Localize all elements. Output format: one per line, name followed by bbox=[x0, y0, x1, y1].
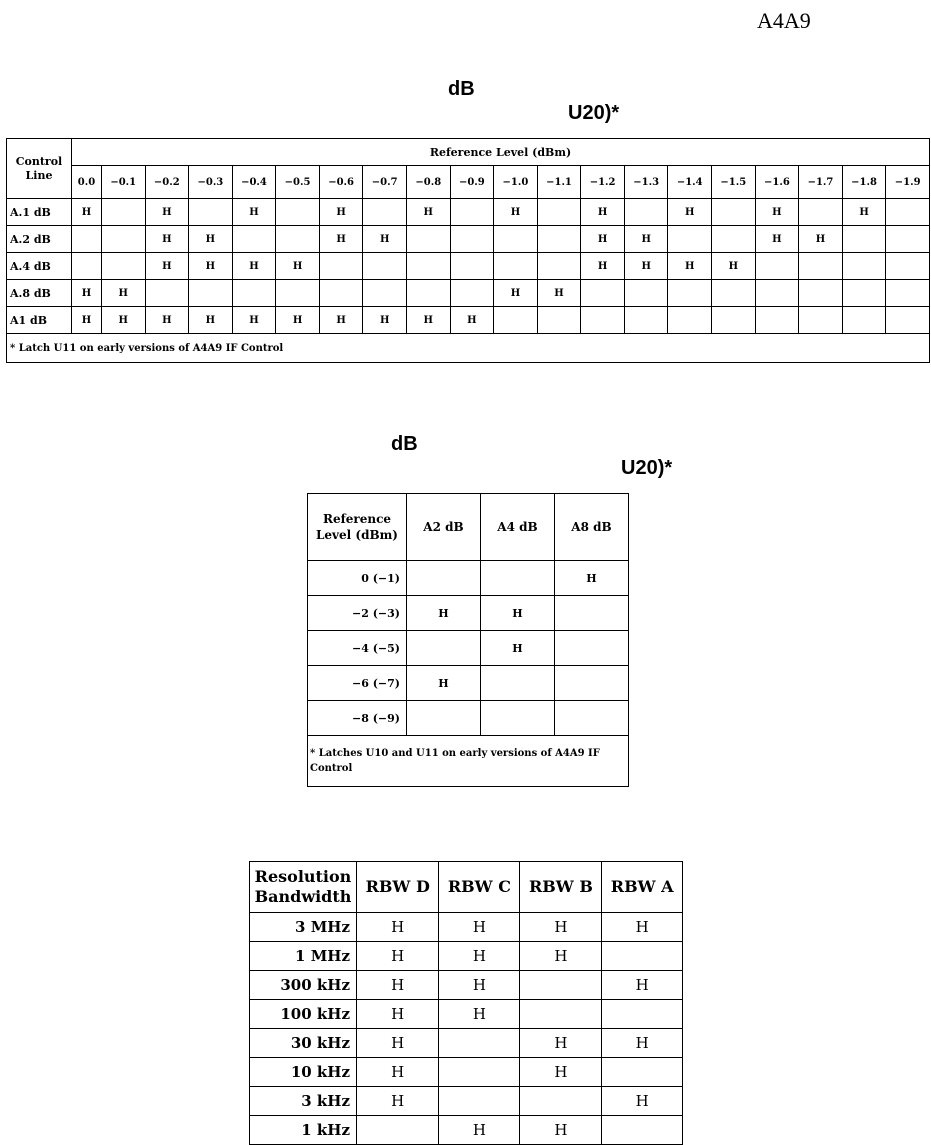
reference-level-label: −8 (−9) bbox=[308, 701, 407, 736]
table-cell bbox=[450, 226, 494, 253]
table-cell: H bbox=[189, 307, 233, 334]
table-row bbox=[308, 561, 629, 596]
table-cell: H bbox=[624, 253, 668, 280]
table-cell bbox=[799, 199, 843, 226]
reference-level-label: −6 (−7) bbox=[308, 666, 407, 701]
table-cell bbox=[886, 307, 930, 334]
table-cell: H bbox=[319, 226, 363, 253]
table-row bbox=[308, 631, 629, 666]
table-cell bbox=[363, 280, 407, 307]
bandwidth-label: 300 kHz bbox=[250, 971, 357, 1000]
table-cell bbox=[520, 971, 602, 1000]
table-cell bbox=[886, 226, 930, 253]
reference-level-column-header: −1.6 bbox=[755, 166, 799, 199]
table3-header-row bbox=[250, 862, 683, 913]
table-cell bbox=[494, 307, 538, 334]
table-row bbox=[7, 280, 930, 307]
reference-level-column-header: −0.1 bbox=[101, 166, 145, 199]
table-cell: H bbox=[480, 631, 554, 666]
table-cell: H bbox=[357, 1029, 439, 1058]
table-cell: H bbox=[276, 307, 320, 334]
table-cell: H bbox=[101, 280, 145, 307]
column-header: Reference Level (dBm) bbox=[308, 494, 407, 561]
table-cell: H bbox=[602, 913, 683, 942]
table-row bbox=[308, 701, 629, 736]
table-cell: H bbox=[581, 253, 625, 280]
reference-level-column-header: −0.8 bbox=[406, 166, 450, 199]
table-cell bbox=[712, 199, 756, 226]
table-cell: H bbox=[554, 561, 628, 596]
table-row bbox=[250, 1087, 683, 1116]
table-cell bbox=[101, 199, 145, 226]
table-cell: H bbox=[101, 307, 145, 334]
reference-level-column-header: −1.2 bbox=[581, 166, 625, 199]
table-cell bbox=[407, 561, 481, 596]
table-cell bbox=[72, 253, 102, 280]
reference-level-column-header: −1.3 bbox=[624, 166, 668, 199]
table-cell bbox=[886, 280, 930, 307]
reference-level-table bbox=[6, 138, 930, 363]
table-cell: H bbox=[407, 666, 481, 701]
table-row bbox=[7, 199, 930, 226]
table-cell: H bbox=[439, 913, 520, 942]
table-cell bbox=[520, 1000, 602, 1029]
control-line-label: A.8 dB bbox=[7, 280, 72, 307]
table-cell bbox=[602, 942, 683, 971]
column-header: A8 dB bbox=[554, 494, 628, 561]
table-row bbox=[7, 307, 930, 334]
reference-level-column-header: −0.5 bbox=[276, 166, 320, 199]
table-row bbox=[308, 596, 629, 631]
table-cell bbox=[624, 199, 668, 226]
table-cell bbox=[450, 280, 494, 307]
table-cell: H bbox=[439, 1000, 520, 1029]
table-cell: H bbox=[602, 1029, 683, 1058]
table-cell: H bbox=[602, 1087, 683, 1116]
table-cell bbox=[886, 253, 930, 280]
table-cell bbox=[537, 307, 581, 334]
table-cell bbox=[480, 701, 554, 736]
table-cell bbox=[755, 307, 799, 334]
table-cell: H bbox=[189, 253, 233, 280]
column-header: RBW D bbox=[357, 862, 439, 913]
table-cell: H bbox=[450, 307, 494, 334]
table2-title-fragment-b: U20)* bbox=[621, 457, 673, 479]
column-header: A4 dB bbox=[480, 494, 554, 561]
table-cell: H bbox=[145, 253, 189, 280]
table-cell: H bbox=[520, 1029, 602, 1058]
table-cell: H bbox=[319, 199, 363, 226]
coarse-reference-level-table bbox=[307, 493, 629, 787]
table-cell bbox=[602, 1000, 683, 1029]
column-header: RBW A bbox=[602, 862, 683, 913]
table-cell: H bbox=[520, 1116, 602, 1145]
table-cell: H bbox=[407, 596, 481, 631]
table-cell bbox=[189, 199, 233, 226]
reference-level-column-header: −0.2 bbox=[145, 166, 189, 199]
table-cell: H bbox=[145, 199, 189, 226]
table-cell bbox=[581, 307, 625, 334]
table-cell bbox=[755, 253, 799, 280]
reference-level-column-header: −1.5 bbox=[712, 166, 756, 199]
table-cell bbox=[712, 280, 756, 307]
table-cell bbox=[232, 226, 276, 253]
reference-level-label: 0 (−1) bbox=[308, 561, 407, 596]
table-row bbox=[250, 971, 683, 1000]
table-cell bbox=[842, 226, 886, 253]
table-cell: H bbox=[406, 307, 450, 334]
table-cell bbox=[668, 280, 712, 307]
table-cell bbox=[842, 253, 886, 280]
bandwidth-label: 3 kHz bbox=[250, 1087, 357, 1116]
bandwidth-label: 1 MHz bbox=[250, 942, 357, 971]
reference-level-label: −2 (−3) bbox=[308, 596, 407, 631]
table-cell: H bbox=[520, 913, 602, 942]
table1-title-fragment-b: U20)* bbox=[568, 102, 620, 124]
table-row bbox=[250, 1029, 683, 1058]
reference-level-column-header: −1.8 bbox=[842, 166, 886, 199]
table-cell: H bbox=[357, 1000, 439, 1029]
table-cell: H bbox=[537, 280, 581, 307]
table-cell bbox=[319, 253, 363, 280]
table-cell: H bbox=[799, 226, 843, 253]
table-cell bbox=[624, 307, 668, 334]
table-cell bbox=[363, 253, 407, 280]
table-cell bbox=[624, 280, 668, 307]
table2-header-row bbox=[308, 494, 629, 561]
table-cell: H bbox=[357, 1087, 439, 1116]
column-header: A2 dB bbox=[407, 494, 481, 561]
reference-level-column-header: −0.9 bbox=[450, 166, 494, 199]
table-cell: H bbox=[232, 199, 276, 226]
bandwidth-label: 30 kHz bbox=[250, 1029, 357, 1058]
table-cell bbox=[363, 199, 407, 226]
table-cell bbox=[439, 1029, 520, 1058]
table-cell: H bbox=[72, 199, 102, 226]
table-cell bbox=[276, 280, 320, 307]
table-cell bbox=[602, 1058, 683, 1087]
reference-level-column-header: −1.4 bbox=[668, 166, 712, 199]
reference-level-column-header: 0.0 bbox=[72, 166, 102, 199]
table-cell: H bbox=[357, 942, 439, 971]
table-cell: H bbox=[232, 307, 276, 334]
table-cell bbox=[406, 280, 450, 307]
reference-level-column-header: −1.9 bbox=[886, 166, 930, 199]
table-cell: H bbox=[494, 280, 538, 307]
reference-level-columns bbox=[7, 166, 930, 199]
table-cell bbox=[755, 280, 799, 307]
reference-level-column-header: −1.7 bbox=[799, 166, 843, 199]
table-cell bbox=[581, 280, 625, 307]
table2-title-fragment-a: dB bbox=[391, 433, 418, 455]
table-cell bbox=[799, 253, 843, 280]
reference-level-column-header: −0.7 bbox=[363, 166, 407, 199]
table-cell: H bbox=[145, 226, 189, 253]
reference-level-column-header: −0.4 bbox=[232, 166, 276, 199]
table-cell: H bbox=[480, 596, 554, 631]
table-cell: H bbox=[602, 971, 683, 1000]
control-line-label: A.1 dB bbox=[7, 199, 72, 226]
table-cell bbox=[276, 226, 320, 253]
table-cell bbox=[712, 307, 756, 334]
table-cell: H bbox=[439, 971, 520, 1000]
control-line-header: Control Line bbox=[7, 139, 72, 199]
table-cell bbox=[407, 701, 481, 736]
table-cell: H bbox=[755, 199, 799, 226]
table-cell bbox=[537, 253, 581, 280]
table-cell: H bbox=[357, 971, 439, 1000]
table-cell bbox=[480, 561, 554, 596]
table-cell: H bbox=[842, 199, 886, 226]
table-row bbox=[7, 226, 930, 253]
column-header: RBW B bbox=[520, 862, 602, 913]
reference-level-column-header: −1.1 bbox=[537, 166, 581, 199]
table-cell: H bbox=[363, 307, 407, 334]
resolution-bandwidth-table bbox=[249, 861, 683, 1145]
table-cell bbox=[480, 666, 554, 701]
table1-title-fragment-a: dB bbox=[448, 78, 475, 100]
table-cell bbox=[554, 666, 628, 701]
bandwidth-label: 100 kHz bbox=[250, 1000, 357, 1029]
reference-level-column-header: −0.6 bbox=[319, 166, 363, 199]
table-cell bbox=[554, 631, 628, 666]
table-cell bbox=[537, 226, 581, 253]
table-cell: H bbox=[494, 199, 538, 226]
table-cell bbox=[439, 1058, 520, 1087]
table-cell: H bbox=[232, 253, 276, 280]
table-cell bbox=[668, 307, 712, 334]
table-cell: H bbox=[668, 253, 712, 280]
table-cell bbox=[450, 253, 494, 280]
table-cell: H bbox=[189, 226, 233, 253]
table-cell bbox=[799, 307, 843, 334]
table-cell: H bbox=[624, 226, 668, 253]
control-line-label: A.2 dB bbox=[7, 226, 72, 253]
column-header: RBW C bbox=[439, 862, 520, 913]
reference-level-header: Reference Level (dBm) bbox=[72, 139, 930, 166]
table-cell: H bbox=[145, 307, 189, 334]
table-cell: H bbox=[72, 307, 102, 334]
control-line-label: A.4 dB bbox=[7, 253, 72, 280]
table-row bbox=[308, 666, 629, 701]
bandwidth-label: 3 MHz bbox=[250, 913, 357, 942]
table-cell: H bbox=[439, 942, 520, 971]
table-cell bbox=[554, 701, 628, 736]
table-cell bbox=[189, 280, 233, 307]
table-cell: H bbox=[72, 280, 102, 307]
reference-level-column-header: −1.0 bbox=[494, 166, 538, 199]
table-cell: H bbox=[581, 226, 625, 253]
reference-level-label: −4 (−5) bbox=[308, 631, 407, 666]
table-cell bbox=[450, 199, 494, 226]
table-row bbox=[250, 1116, 683, 1145]
table-cell: H bbox=[357, 1058, 439, 1087]
table-cell bbox=[232, 280, 276, 307]
table-row bbox=[250, 1000, 683, 1029]
column-header: Resolution Bandwidth bbox=[250, 862, 357, 913]
bandwidth-label: 1 kHz bbox=[250, 1116, 357, 1145]
table-cell bbox=[886, 199, 930, 226]
table-cell bbox=[406, 226, 450, 253]
table-cell bbox=[520, 1087, 602, 1116]
table-cell: H bbox=[319, 307, 363, 334]
table-cell bbox=[537, 199, 581, 226]
table-cell bbox=[842, 280, 886, 307]
table-cell: H bbox=[406, 199, 450, 226]
table-cell bbox=[357, 1116, 439, 1145]
bandwidth-label: 10 kHz bbox=[250, 1058, 357, 1087]
table-cell: H bbox=[363, 226, 407, 253]
table-cell: H bbox=[712, 253, 756, 280]
table-cell bbox=[494, 253, 538, 280]
table-cell: H bbox=[755, 226, 799, 253]
table-cell bbox=[842, 307, 886, 334]
table-cell bbox=[668, 226, 712, 253]
table-row bbox=[250, 1058, 683, 1087]
table-cell bbox=[439, 1087, 520, 1116]
table-cell bbox=[72, 226, 102, 253]
table-cell: H bbox=[520, 942, 602, 971]
table-cell bbox=[554, 596, 628, 631]
control-line-label: A1 dB bbox=[7, 307, 72, 334]
table1-footnote: * Latch U11 on early versions of A4A9 IF Control bbox=[7, 334, 930, 363]
reference-level-column-header: −0.3 bbox=[189, 166, 233, 199]
table-cell: H bbox=[668, 199, 712, 226]
table-row bbox=[7, 253, 930, 280]
table-cell bbox=[799, 280, 843, 307]
table-cell: H bbox=[520, 1058, 602, 1087]
table-cell bbox=[407, 631, 481, 666]
table-cell: H bbox=[439, 1116, 520, 1145]
table-row bbox=[250, 913, 683, 942]
table-cell bbox=[145, 280, 189, 307]
table-cell bbox=[276, 199, 320, 226]
table-cell bbox=[101, 226, 145, 253]
table2-footnote: * Latches U10 and U11 on early versions of A4A9 IF Control bbox=[308, 736, 629, 787]
table-cell: H bbox=[581, 199, 625, 226]
table-cell bbox=[101, 253, 145, 280]
table-cell: H bbox=[357, 913, 439, 942]
section-id: A4A9 bbox=[757, 8, 811, 33]
table-cell bbox=[602, 1116, 683, 1145]
table-cell bbox=[494, 226, 538, 253]
table-cell bbox=[712, 226, 756, 253]
table-cell bbox=[319, 280, 363, 307]
table-cell: H bbox=[276, 253, 320, 280]
table-row bbox=[250, 942, 683, 971]
table-cell bbox=[406, 253, 450, 280]
